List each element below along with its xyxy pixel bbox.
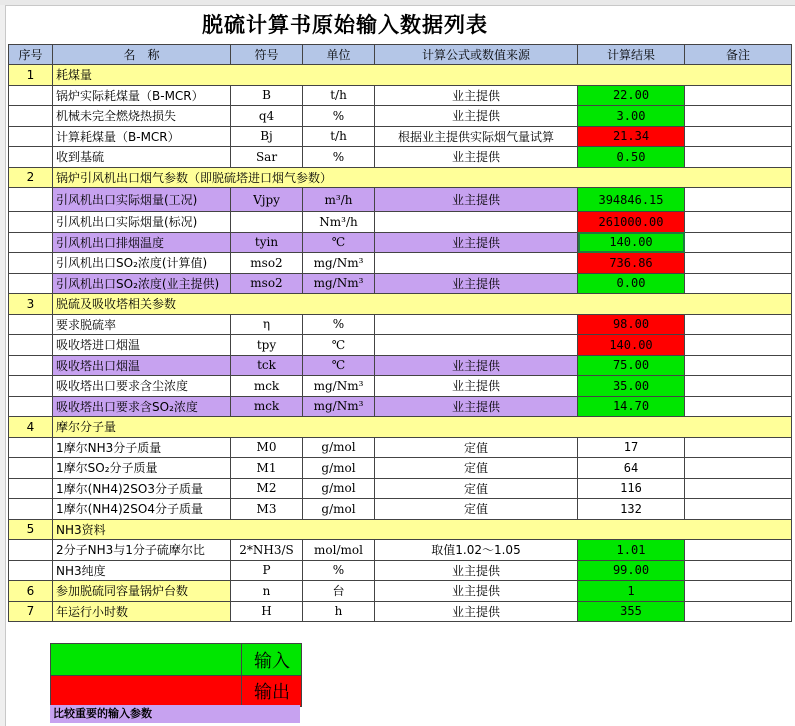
header-remark[interactable]: 备注: [685, 45, 792, 65]
name-cell[interactable]: NH3纯度: [53, 560, 231, 581]
unit-cell[interactable]: g/mol: [303, 478, 375, 499]
section-number-cell[interactable]: 5: [9, 519, 53, 540]
table-row: [9, 458, 792, 479]
section-number-cell[interactable]: 2: [9, 167, 53, 188]
section-row: [9, 167, 792, 188]
section-row: [9, 417, 792, 438]
unit-cell[interactable]: mol/mol: [303, 540, 375, 561]
name-cell[interactable]: 引风机出口实际烟量(工况): [53, 188, 231, 212]
unit-cell[interactable]: mg/Nm³: [303, 396, 375, 417]
symbol-cell[interactable]: [231, 212, 303, 233]
table-row: [9, 581, 792, 602]
remark-cell[interactable]: [685, 437, 792, 458]
remark-cell[interactable]: [685, 499, 792, 520]
result-cell[interactable]: 116: [578, 478, 685, 499]
table-row: [9, 126, 792, 147]
table-row: [9, 560, 792, 581]
source-cell[interactable]: 根据业主提供实际烟气量试算: [375, 126, 578, 147]
table-row: [9, 396, 792, 417]
table-row: [9, 147, 792, 168]
source-cell[interactable]: 业主提供: [375, 188, 578, 212]
number-cell[interactable]: [9, 147, 53, 168]
source-cell[interactable]: [375, 253, 578, 274]
number-cell[interactable]: [9, 85, 53, 106]
symbol-cell[interactable]: M2: [231, 478, 303, 499]
source-cell[interactable]: 业主提供: [375, 581, 578, 602]
name-cell[interactable]: 引风机出口排烟温度: [53, 232, 231, 253]
unit-cell[interactable]: t/h: [303, 126, 375, 147]
source-cell[interactable]: 业主提供: [375, 232, 578, 253]
source-cell[interactable]: 定值: [375, 437, 578, 458]
result-cell[interactable]: 261000.00: [578, 212, 685, 233]
number-cell[interactable]: 7: [9, 601, 53, 622]
result-cell[interactable]: 64: [578, 458, 685, 479]
result-cell[interactable]: 0.50: [578, 147, 685, 168]
unit-cell[interactable]: g/mol: [303, 437, 375, 458]
unit-cell[interactable]: %: [303, 147, 375, 168]
section-number-cell[interactable]: 1: [9, 65, 53, 86]
unit-cell[interactable]: ℃: [303, 335, 375, 356]
legend-important[interactable]: 比较重要的输入参数: [50, 705, 300, 723]
table-row: [9, 540, 792, 561]
remark-cell[interactable]: [685, 355, 792, 376]
remark-cell[interactable]: [685, 478, 792, 499]
name-cell[interactable]: 1摩尔(NH4)2SO3分子质量: [53, 478, 231, 499]
header-symbol[interactable]: 符号: [231, 45, 303, 65]
remark-cell[interactable]: [685, 335, 792, 356]
name-cell[interactable]: 机械未完全燃烧热损失: [53, 106, 231, 127]
symbol-cell[interactable]: Vjpy: [231, 188, 303, 212]
result-cell[interactable]: 14.70: [578, 396, 685, 417]
table-row: [9, 335, 792, 356]
unit-cell[interactable]: 台: [303, 581, 375, 602]
symbol-cell[interactable]: tck: [231, 355, 303, 376]
result-cell[interactable]: 355: [578, 601, 685, 622]
table-row: [9, 232, 792, 253]
remark-cell[interactable]: [685, 188, 792, 212]
remark-cell[interactable]: [685, 106, 792, 127]
number-cell[interactable]: [9, 478, 53, 499]
result-cell[interactable]: 140.00: [578, 335, 685, 356]
number-cell[interactable]: 6: [9, 581, 53, 602]
table-row: [9, 437, 792, 458]
unit-cell[interactable]: Nm³/h: [303, 212, 375, 233]
remark-cell[interactable]: [685, 212, 792, 233]
source-cell[interactable]: 取值1.02～1.05: [375, 540, 578, 561]
name-cell[interactable]: 收到基硫: [53, 147, 231, 168]
symbol-cell[interactable]: P: [231, 560, 303, 581]
symbol-cell[interactable]: Bj: [231, 126, 303, 147]
source-cell[interactable]: 业主提供: [375, 601, 578, 622]
result-cell[interactable]: 1.01: [578, 540, 685, 561]
data-table: [8, 44, 792, 622]
header-unit[interactable]: 单位: [303, 45, 375, 65]
result-cell[interactable]: 140.00: [578, 232, 685, 253]
result-cell[interactable]: 75.00: [578, 355, 685, 376]
unit-cell[interactable]: m³/h: [303, 188, 375, 212]
symbol-cell[interactable]: M0: [231, 437, 303, 458]
name-cell[interactable]: 吸收塔出口要求含尘浓度: [53, 376, 231, 397]
result-cell[interactable]: 98.00: [578, 314, 685, 335]
section-number-cell[interactable]: 4: [9, 417, 53, 438]
name-cell[interactable]: 引风机出口SO₂浓度(业主提供): [53, 273, 231, 294]
number-cell[interactable]: [9, 335, 53, 356]
remark-cell[interactable]: [685, 560, 792, 581]
unit-cell[interactable]: ℃: [303, 232, 375, 253]
unit-cell[interactable]: %: [303, 314, 375, 335]
remark-cell[interactable]: [685, 126, 792, 147]
symbol-cell[interactable]: η: [231, 314, 303, 335]
unit-cell[interactable]: g/mol: [303, 458, 375, 479]
number-cell[interactable]: [9, 232, 53, 253]
symbol-cell[interactable]: M3: [231, 499, 303, 520]
remark-cell[interactable]: [685, 85, 792, 106]
remark-cell[interactable]: [685, 581, 792, 602]
name-cell[interactable]: 吸收塔出口烟温: [53, 355, 231, 376]
table-row: [9, 212, 792, 233]
header-no[interactable]: 序号: [9, 45, 53, 65]
symbol-cell[interactable]: tpy: [231, 335, 303, 356]
source-cell[interactable]: 业主提供: [375, 273, 578, 294]
table-row: [9, 106, 792, 127]
source-cell[interactable]: 定值: [375, 458, 578, 479]
symbol-cell[interactable]: mck: [231, 396, 303, 417]
symbol-cell[interactable]: H: [231, 601, 303, 622]
source-cell[interactable]: 业主提供: [375, 355, 578, 376]
unit-cell[interactable]: t/h: [303, 85, 375, 106]
unit-cell[interactable]: mg/Nm³: [303, 376, 375, 397]
unit-cell[interactable]: %: [303, 106, 375, 127]
result-cell[interactable]: 17: [578, 437, 685, 458]
remark-cell[interactable]: [685, 601, 792, 622]
name-cell[interactable]: 计算耗煤量（B-MCR）: [53, 126, 231, 147]
section-row: [9, 294, 792, 315]
unit-cell[interactable]: g/mol: [303, 499, 375, 520]
section-row: [9, 65, 792, 86]
source-cell[interactable]: 业主提供: [375, 106, 578, 127]
table-row: [9, 499, 792, 520]
number-cell[interactable]: [9, 396, 53, 417]
legend-input: [50, 643, 302, 677]
result-cell[interactable]: 736.86: [578, 253, 685, 274]
number-cell[interactable]: [9, 188, 53, 212]
result-cell[interactable]: 1: [578, 581, 685, 602]
result-cell[interactable]: 0.00: [578, 273, 685, 294]
number-cell[interactable]: [9, 314, 53, 335]
symbol-cell[interactable]: mso2: [231, 253, 303, 274]
result-cell[interactable]: 132: [578, 499, 685, 520]
table-row: [9, 478, 792, 499]
result-cell[interactable]: 22.00: [578, 85, 685, 106]
source-cell[interactable]: 业主提供: [375, 396, 578, 417]
name-cell[interactable]: 吸收塔进口烟温: [53, 335, 231, 356]
remark-cell[interactable]: [685, 314, 792, 335]
number-cell[interactable]: [9, 126, 53, 147]
result-cell[interactable]: 3.00: [578, 106, 685, 127]
header-result[interactable]: 计算结果: [578, 45, 685, 65]
unit-cell[interactable]: h: [303, 601, 375, 622]
number-cell[interactable]: [9, 540, 53, 561]
header-name[interactable]: 名 称: [53, 45, 231, 65]
sheet-title: 脱硫计算书原始输入数据列表: [202, 13, 488, 37]
remark-cell[interactable]: [685, 376, 792, 397]
table-row: [9, 314, 792, 335]
table-row: [9, 355, 792, 376]
section-name-cell[interactable]: 脱硫及吸收塔相关参数: [53, 294, 792, 315]
number-cell[interactable]: [9, 253, 53, 274]
remark-cell[interactable]: [685, 232, 792, 253]
name-cell[interactable]: 1摩尔(NH4)2SO4分子质量: [53, 499, 231, 520]
section-number-cell[interactable]: 3: [9, 294, 53, 315]
name-cell[interactable]: 2分子NH3与1分子硫摩尔比: [53, 540, 231, 561]
number-cell[interactable]: [9, 355, 53, 376]
section-name-cell[interactable]: 耗煤量: [53, 65, 792, 86]
unit-cell[interactable]: ℃: [303, 355, 375, 376]
remark-cell[interactable]: [685, 147, 792, 168]
table-row: [9, 188, 792, 212]
remark-cell[interactable]: [685, 273, 792, 294]
source-cell[interactable]: 业主提供: [375, 560, 578, 581]
symbol-cell[interactable]: mck: [231, 376, 303, 397]
name-cell[interactable]: 引风机出口实际烟量(标况): [53, 212, 231, 233]
symbol-cell[interactable]: q4: [231, 106, 303, 127]
section-name-cell[interactable]: 摩尔分子量: [53, 417, 792, 438]
name-cell[interactable]: 1摩尔NH3分子质量: [53, 437, 231, 458]
symbol-cell[interactable]: B: [231, 85, 303, 106]
remark-cell[interactable]: [685, 540, 792, 561]
table-row: [9, 85, 792, 106]
result-cell[interactable]: 21.34: [578, 126, 685, 147]
symbol-cell[interactable]: Sar: [231, 147, 303, 168]
symbol-cell[interactable]: tyin: [231, 232, 303, 253]
legend-output: [50, 675, 302, 707]
section-row: [9, 519, 792, 540]
result-cell[interactable]: 394846.15: [578, 188, 685, 212]
source-cell[interactable]: 业主提供: [375, 376, 578, 397]
unit-cell[interactable]: mg/Nm³: [303, 273, 375, 294]
source-cell[interactable]: 业主提供: [375, 85, 578, 106]
legend-input-label[interactable]: 输入: [241, 644, 302, 676]
number-cell[interactable]: [9, 106, 53, 127]
source-cell[interactable]: [375, 314, 578, 335]
number-cell[interactable]: [9, 212, 53, 233]
result-cell[interactable]: 35.00: [578, 376, 685, 397]
number-cell[interactable]: [9, 560, 53, 581]
unit-cell[interactable]: mg/Nm³: [303, 253, 375, 274]
legend-output-label[interactable]: 输出: [241, 676, 302, 706]
number-cell[interactable]: [9, 273, 53, 294]
remark-cell[interactable]: [685, 458, 792, 479]
source-cell[interactable]: 定值: [375, 478, 578, 499]
name-cell[interactable]: 吸收塔出口要求含SO₂浓度: [53, 396, 231, 417]
number-cell[interactable]: [9, 499, 53, 520]
header-row: [9, 45, 792, 65]
name-cell[interactable]: 年运行小时数: [53, 601, 231, 622]
table-row: [9, 601, 792, 622]
name-cell[interactable]: 参加脱硫同容量锅炉台数: [53, 581, 231, 602]
number-cell[interactable]: [9, 376, 53, 397]
remark-cell[interactable]: [685, 396, 792, 417]
name-cell[interactable]: 锅炉实际耗煤量（B-MCR）: [53, 85, 231, 106]
table-row: [9, 253, 792, 274]
name-cell[interactable]: 要求脱硫率: [53, 314, 231, 335]
section-name-cell[interactable]: NH3资料: [53, 519, 792, 540]
name-cell[interactable]: 1摩尔SO₂分子质量: [53, 458, 231, 479]
name-cell[interactable]: 引风机出口SO₂浓度(计算值): [53, 253, 231, 274]
source-cell[interactable]: 业主提供: [375, 147, 578, 168]
table-row: [9, 273, 792, 294]
symbol-cell[interactable]: mso2: [231, 273, 303, 294]
unit-cell[interactable]: %: [303, 560, 375, 581]
section-name-cell[interactable]: 锅炉引风机出口烟气参数（即脱硫塔进口烟气参数）: [53, 167, 792, 188]
symbol-cell[interactable]: n: [231, 581, 303, 602]
row-header-gutter: [0, 5, 6, 726]
result-cell[interactable]: 99.00: [578, 560, 685, 581]
header-source[interactable]: 计算公式或数值来源: [375, 45, 578, 65]
table-row: [9, 376, 792, 397]
source-cell[interactable]: [375, 335, 578, 356]
symbol-cell[interactable]: 2*NH3/S: [231, 540, 303, 561]
number-cell[interactable]: [9, 437, 53, 458]
symbol-cell[interactable]: M1: [231, 458, 303, 479]
source-cell[interactable]: 定值: [375, 499, 578, 520]
remark-cell[interactable]: [685, 253, 792, 274]
number-cell[interactable]: [9, 458, 53, 479]
source-cell[interactable]: [375, 212, 578, 233]
